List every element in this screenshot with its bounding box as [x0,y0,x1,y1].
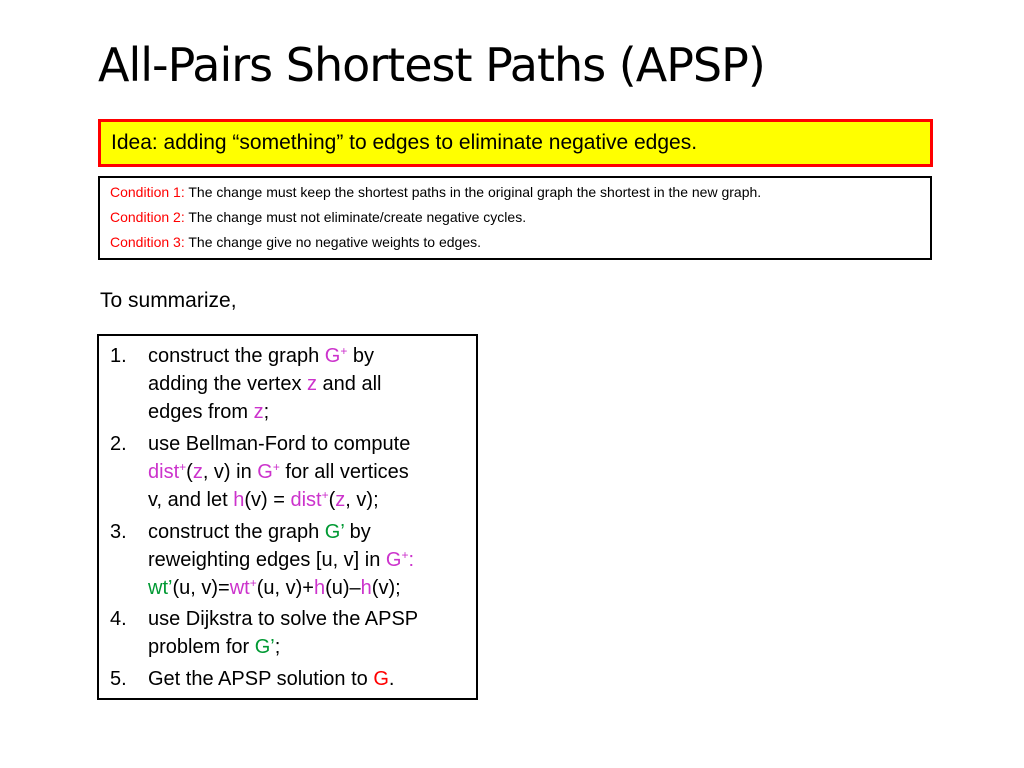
step-text-segment: adding the vertex [148,373,307,395]
step-text-segment: dist [148,461,180,483]
idea-text: Idea: adding “something” to edges to eliminate negative edges. [111,131,698,154]
condition-3 [110,233,481,251]
step-text-segment: + [249,576,257,590]
step-text-segment: G [373,668,389,690]
steps-list [97,334,478,700]
step-2-line-1 [148,430,410,458]
step-3-number: 3. [110,521,127,543]
condition-1-text: The change must keep the shortest paths in the original graph the shortest in the new graph. [188,184,762,200]
slide-title: All-Pairs Shortest Paths (APSP) [98,38,765,92]
step-text-segment: ; [274,636,281,658]
step-text-segment: reweighting edges [u, v] in [148,549,386,571]
step-text-segment: , v); [345,489,379,511]
step-2-line-3 [148,486,379,514]
step-text-segment: G [385,549,402,571]
step-text-segment: G [257,461,273,483]
step-text-segment: by [347,345,375,367]
step-text-segment: (u, v)= [172,577,230,599]
step-text-segment: , v) in [202,461,258,483]
step-text-segment: ( [186,461,193,483]
step-text-segment: ; [263,401,270,423]
step-1-line-3 [148,398,269,426]
step-text-segment: for all vertices [279,461,409,483]
step-text-segment: use Bellman-Ford to compute [148,433,411,455]
step-text-segment: z [192,461,203,483]
step-text-segment: Get the APSP solution to [148,668,374,690]
condition-2-label: Condition 2: [110,209,185,225]
step-3-line-3 [148,574,401,602]
step-text-segment: problem for [148,636,255,658]
step-text-segment: construct the graph [148,521,325,543]
step-4-line-1 [148,605,418,633]
step-text-segment: z [253,401,264,423]
step-text-segment: + [401,548,409,562]
step-text-segment: h [360,577,372,599]
step-text-segment: ( [328,489,336,511]
step-text-segment: : [408,549,415,571]
idea-callout [98,119,933,167]
step-text-segment: h [313,577,326,599]
step-text-segment: v, and let [148,489,234,511]
step-text-segment: (v) = [244,489,291,511]
step-3-line-2 [148,546,414,574]
step-text-segment: edges from [148,401,254,423]
step-text-segment: . [388,668,395,690]
step-text-segment: + [272,460,280,474]
step-text-segment: and all [317,373,382,395]
step-text-segment: (v); [371,577,401,599]
summary-heading: To summarize, [100,289,237,312]
step-4-line-2 [148,633,280,661]
step-4-number: 4. [110,608,127,630]
step-text-segment: (u, v)+ [256,577,314,599]
step-text-segment: by [344,521,371,543]
step-text-segment: (u)– [325,577,361,599]
step-1-line-2 [148,370,382,398]
condition-3-text: The change give no negative weights to edges. [188,234,482,250]
step-text-segment: + [179,460,187,474]
condition-3-label: Condition 3: [110,234,185,250]
step-text-segment: z [307,373,317,395]
step-text-segment: G’ [254,636,275,658]
step-2-line-2 [148,458,409,486]
step-3-line-1 [148,518,371,546]
step-5-line-1 [148,665,394,693]
step-text-segment: + [340,344,348,358]
step-text-segment: wt’ [148,577,173,599]
step-5-number: 5. [110,668,127,690]
step-text-segment: G [324,345,341,367]
step-text-segment: h [233,489,245,511]
condition-2 [110,208,526,226]
step-text-segment: wt [229,577,250,599]
condition-2-text: The change must not eliminate/create negative cycles. [188,209,527,225]
step-text-segment: use Dijkstra to solve the APSP [148,608,419,630]
step-1-number: 1. [110,345,127,367]
step-text-segment: G’ [324,521,345,543]
step-1-line-1 [148,342,374,370]
step-text-segment: + [321,488,329,502]
conditions-box [98,176,932,260]
step-text-segment: z [335,489,346,511]
step-2-number: 2. [110,433,127,455]
step-text-segment: construct the graph [148,345,325,367]
condition-1 [110,183,761,201]
step-text-segment: dist [290,489,322,511]
condition-1-label: Condition 1: [110,184,185,200]
